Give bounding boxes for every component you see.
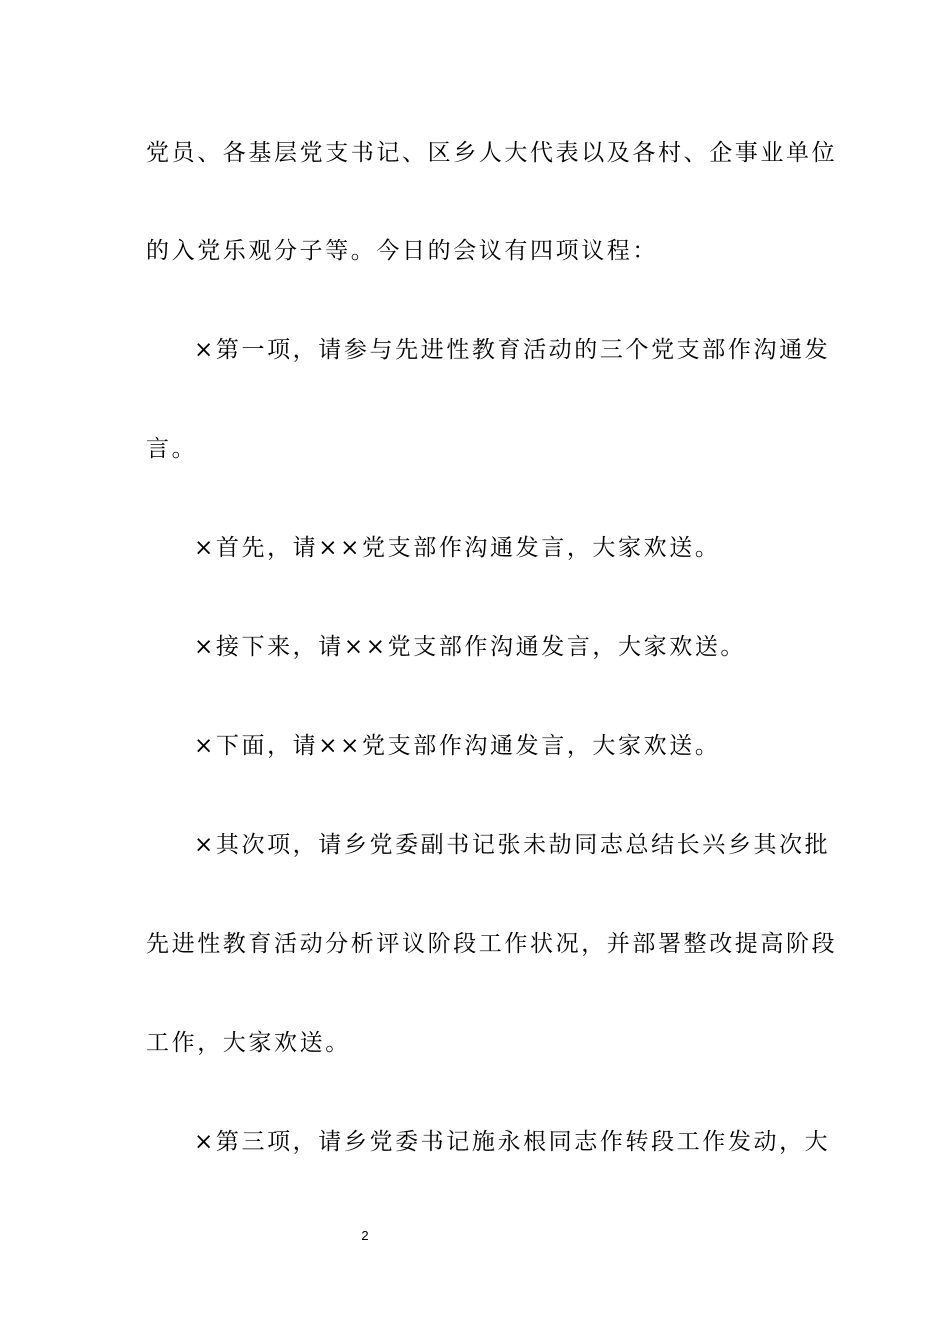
agenda-item-3: ×第三项，请乡党委书记施永根同志作转段工作发动，大: [194, 1129, 831, 1155]
text-line-2: 的入党乐观分子等。今日的会议有四项议程：: [146, 238, 658, 264]
text-line-9: 先进性教育活动分析评议阶段工作状况，并部署整改提高阶段: [146, 931, 838, 957]
text-line-1: 党员、各基层党支书记、区乡人大代表以及各村、企事业单位: [146, 140, 838, 166]
text-line-10: 工作，大家欢送。: [146, 1030, 351, 1056]
agenda-item-2: ×其次项，请乡党委副书记张未劼同志总结长兴乡其次批: [194, 832, 831, 858]
text-line-4: 言。: [146, 436, 198, 462]
agenda-subitem-1: ×首先，请××党支部作沟通发言，大家欢送。: [194, 535, 721, 561]
agenda-subitem-3: ×下面，请××党支部作沟通发言，大家欢送。: [194, 733, 721, 759]
page-number: 2: [361, 1228, 369, 1243]
agenda-item-1: ×第一项，请参与先进性教育活动的三个党支部作沟通发: [194, 337, 831, 363]
agenda-subitem-2: ×接下来，请××党支部作沟通发言，大家欢送。: [194, 634, 747, 660]
